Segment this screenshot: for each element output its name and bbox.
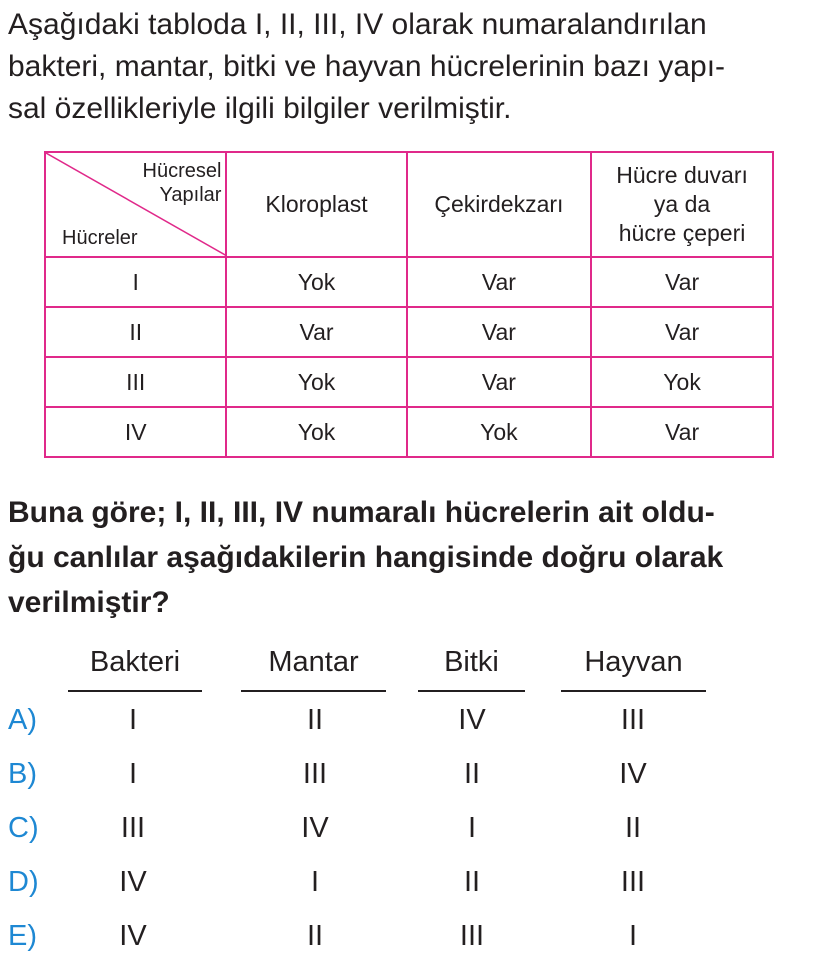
option-b[interactable] <box>0 758 817 798</box>
table-cell: Yok <box>407 407 591 457</box>
option-value: IV <box>119 866 147 898</box>
option-value: I <box>310 866 320 898</box>
option-letter: D) <box>8 866 39 898</box>
intro-line: sal özellikleriyle ilgili bilgiler verilmiştir. <box>8 92 512 125</box>
table-cell: Var <box>591 257 773 307</box>
question-line: ğu canlılar aşağıdakilerin hangisinde doğru olarak <box>8 541 724 574</box>
column-header-hayvan: Hayvan <box>584 646 683 678</box>
table-cell: Var <box>591 407 773 457</box>
column-underline <box>561 690 706 692</box>
option-value: III <box>459 920 485 952</box>
option-value: III <box>120 812 146 844</box>
table-cell: Yok <box>591 357 773 407</box>
option-letter: A) <box>8 704 37 736</box>
option-value: I <box>128 704 138 736</box>
option-value: IV <box>301 812 329 844</box>
column-underline <box>241 690 386 692</box>
cell-structures-table <box>44 151 774 458</box>
option-value: II <box>463 758 481 790</box>
option-letter: B) <box>8 758 37 790</box>
option-value: IV <box>119 920 147 952</box>
intro-line: Aşağıdaki tabloda I, II, III, IV olarak numaralandırılan <box>8 8 707 41</box>
option-letter: E) <box>8 920 37 952</box>
column-header-mantar: Mantar <box>268 646 359 678</box>
table-cell: Var <box>226 307 406 357</box>
table-cell: Yok <box>226 407 406 457</box>
table-cell: Var <box>407 257 591 307</box>
question-line: Buna göre; I, II, III, IV numaralı hücrelerin ait oldu- <box>8 496 715 529</box>
option-value: III <box>620 704 646 736</box>
option-value: II <box>463 866 481 898</box>
answer-options <box>0 640 817 960</box>
column-underline <box>418 690 525 692</box>
header-kloroplast: Kloroplast <box>226 152 406 257</box>
table-cell: Var <box>591 307 773 357</box>
corner-header-cell <box>45 152 226 257</box>
option-e[interactable] <box>0 920 817 960</box>
option-d[interactable] <box>0 866 817 906</box>
question-text <box>8 490 817 625</box>
corner-bottom-label: Hücreler <box>62 227 138 249</box>
column-header-bitki: Bitki <box>444 646 499 678</box>
row-label: IV <box>45 407 226 457</box>
question-line: verilmiştir? <box>8 586 170 619</box>
option-a[interactable] <box>0 704 817 744</box>
table-cell: Yok <box>226 257 406 307</box>
option-value: I <box>128 758 138 790</box>
table-cell: Var <box>407 357 591 407</box>
row-label: II <box>45 307 226 357</box>
table-cell: Var <box>407 307 591 357</box>
option-value: III <box>620 866 646 898</box>
option-value: II <box>624 812 642 844</box>
option-value: I <box>628 920 638 952</box>
option-value: II <box>306 704 324 736</box>
table-row <box>45 357 773 407</box>
table-cell: Yok <box>226 357 406 407</box>
table-row <box>45 407 773 457</box>
option-value: IV <box>458 704 486 736</box>
row-label: III <box>45 357 226 407</box>
option-value: I <box>467 812 477 844</box>
row-label: I <box>45 257 226 307</box>
header-cekirdekzari: Çekirdekzarı <box>407 152 591 257</box>
option-c[interactable] <box>0 812 817 852</box>
column-underline <box>68 690 202 692</box>
header-hucre-duvari: Hücre duvarı ya da hücre çeperi <box>591 152 773 257</box>
column-header-bakteri: Bakteri <box>89 646 181 678</box>
table-header-row <box>45 152 773 257</box>
option-letter: C) <box>8 812 39 844</box>
option-value: IV <box>619 758 647 790</box>
option-value: II <box>306 920 324 952</box>
option-value: III <box>302 758 328 790</box>
table-row <box>45 307 773 357</box>
intro-text <box>8 4 813 130</box>
table-row <box>45 257 773 307</box>
intro-line: bakteri, mantar, bitki ve hayvan hücrelerinin bazı yapı- <box>8 50 726 83</box>
corner-top-label: Hücresel Yapılar <box>142 160 222 206</box>
